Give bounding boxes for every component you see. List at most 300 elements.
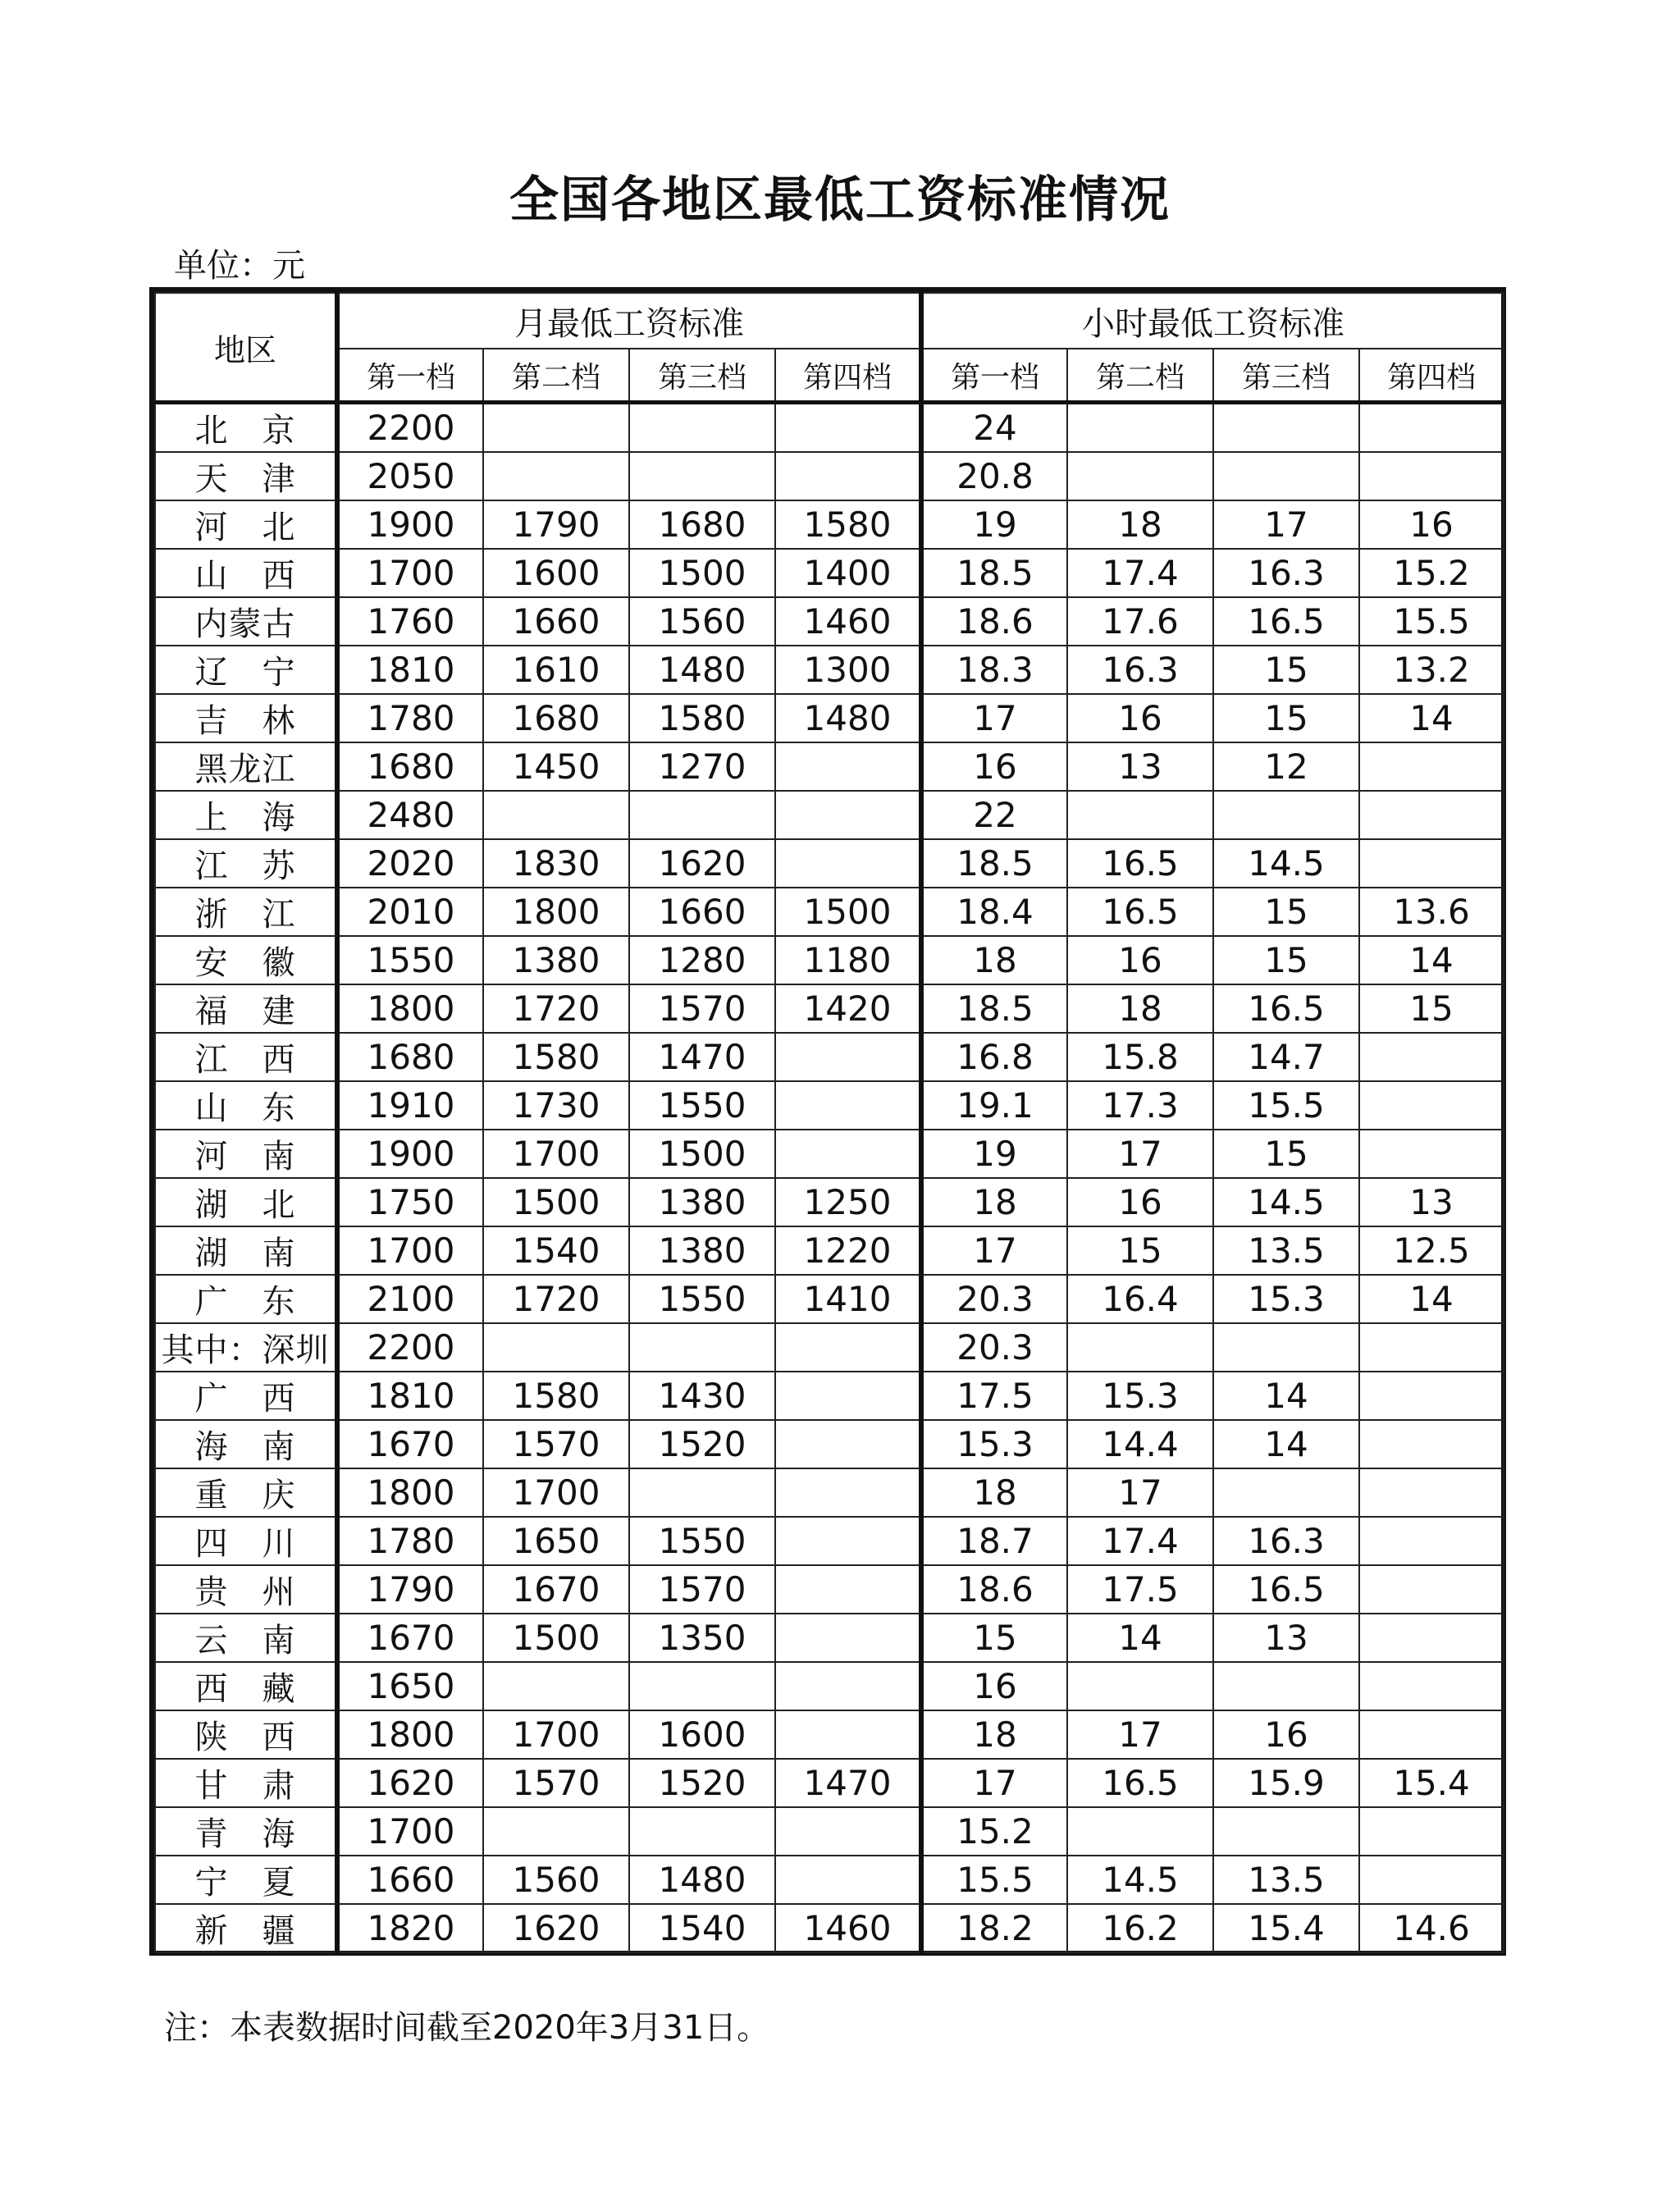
monthly-wage-cell: 1720 [483, 984, 629, 1033]
monthly-wage-cell [775, 1614, 921, 1662]
region-cell: 西 藏 [155, 1662, 337, 1710]
monthly-wage-cell: 1250 [775, 1178, 921, 1226]
monthly-wage-cell: 1670 [483, 1565, 629, 1614]
monthly-wage-cell [775, 1420, 921, 1468]
monthly-wage-cell: 1520 [629, 1759, 775, 1807]
monthly-wage-cell: 1830 [483, 839, 629, 888]
monthly-wage-cell: 1470 [775, 1759, 921, 1807]
table-row [155, 1807, 1504, 1856]
monthly-wage-cell: 1700 [337, 1807, 483, 1856]
monthly-wage-cell: 1550 [629, 1081, 775, 1130]
monthly-wage-cell: 1480 [775, 694, 921, 742]
table-row [155, 1420, 1504, 1468]
table-row [155, 888, 1504, 936]
header-monthly-tier: 第二档 [483, 349, 629, 403]
monthly-wage-cell: 2020 [337, 839, 483, 888]
monthly-wage-cell: 1380 [483, 936, 629, 984]
region-cell: 贵 州 [155, 1565, 337, 1614]
monthly-wage-cell [483, 1323, 629, 1372]
monthly-wage-cell: 1650 [483, 1517, 629, 1565]
hourly-wage-cell: 15.5 [1359, 597, 1504, 646]
monthly-wage-cell: 1460 [775, 597, 921, 646]
region-cell: 天 津 [155, 452, 337, 500]
region-cell: 甘 肃 [155, 1759, 337, 1807]
region-cell: 福 建 [155, 984, 337, 1033]
monthly-wage-cell: 1810 [337, 1372, 483, 1420]
monthly-wage-cell: 1900 [337, 500, 483, 549]
table-row [155, 1226, 1504, 1275]
monthly-wage-cell: 1720 [483, 1275, 629, 1323]
monthly-wage-cell: 1570 [629, 984, 775, 1033]
region-cell: 浙 江 [155, 888, 337, 936]
monthly-wage-cell: 1670 [337, 1420, 483, 1468]
monthly-wage-cell: 1560 [629, 597, 775, 646]
monthly-wage-cell: 1800 [337, 1468, 483, 1517]
hourly-wage-cell: 15.5 [921, 1856, 1067, 1904]
hourly-wage-cell: 18.5 [921, 549, 1067, 597]
monthly-wage-cell: 1610 [483, 646, 629, 694]
hourly-wage-cell: 14 [1359, 1275, 1504, 1323]
hourly-wage-cell [1359, 1033, 1504, 1081]
table-row [155, 1178, 1504, 1226]
hourly-wage-cell: 16.5 [1067, 888, 1213, 936]
monthly-wage-cell: 1380 [629, 1178, 775, 1226]
monthly-wage-cell: 1790 [337, 1565, 483, 1614]
monthly-wage-cell [629, 403, 775, 453]
hourly-wage-cell: 14 [1359, 694, 1504, 742]
monthly-wage-cell: 1580 [629, 694, 775, 742]
monthly-wage-cell: 1500 [775, 888, 921, 936]
hourly-wage-cell: 19.1 [921, 1081, 1067, 1130]
monthly-wage-cell [775, 1033, 921, 1081]
hourly-wage-cell: 17 [1067, 1468, 1213, 1517]
hourly-wage-cell: 18.5 [921, 984, 1067, 1033]
monthly-wage-cell: 1550 [337, 936, 483, 984]
table-body [155, 403, 1504, 1953]
monthly-wage-cell: 1410 [775, 1275, 921, 1323]
hourly-wage-cell: 16 [1213, 1710, 1359, 1759]
hourly-wage-cell: 18.6 [921, 1565, 1067, 1614]
monthly-wage-cell: 1780 [337, 694, 483, 742]
monthly-wage-cell [775, 1468, 921, 1517]
header-monthly-tier: 第三档 [629, 349, 775, 403]
hourly-wage-cell: 13.6 [1359, 888, 1504, 936]
page-title: 全国各地区最低工资标准情况 [509, 171, 1171, 229]
hourly-wage-cell: 18.2 [921, 1904, 1067, 1952]
table-row [155, 549, 1504, 597]
monthly-wage-cell: 1680 [337, 742, 483, 791]
monthly-wage-cell: 1580 [483, 1033, 629, 1081]
hourly-wage-cell: 15.4 [1359, 1759, 1504, 1807]
hourly-wage-cell: 14 [1359, 936, 1504, 984]
table-row [155, 1033, 1504, 1081]
hourly-wage-cell: 18.3 [921, 646, 1067, 694]
monthly-wage-cell [775, 1323, 921, 1372]
monthly-wage-cell: 1700 [337, 1226, 483, 1275]
hourly-wage-cell: 15.5 [1213, 1081, 1359, 1130]
hourly-wage-cell: 12.5 [1359, 1226, 1504, 1275]
hourly-wage-cell: 17 [921, 1759, 1067, 1807]
hourly-wage-cell: 17 [1213, 500, 1359, 549]
hourly-wage-cell: 15 [921, 1614, 1067, 1662]
hourly-wage-cell [1213, 1662, 1359, 1710]
hourly-wage-cell [1067, 1807, 1213, 1856]
hourly-wage-cell [1213, 1807, 1359, 1856]
hourly-wage-cell: 14 [1213, 1420, 1359, 1468]
region-cell: 吉 林 [155, 694, 337, 742]
table-header [155, 293, 1504, 403]
monthly-wage-cell: 1750 [337, 1178, 483, 1226]
monthly-wage-cell [483, 1662, 629, 1710]
hourly-wage-cell [1359, 452, 1504, 500]
monthly-wage-cell: 1700 [337, 549, 483, 597]
monthly-wage-cell: 1620 [629, 839, 775, 888]
hourly-wage-cell: 18 [921, 1710, 1067, 1759]
region-cell: 广 东 [155, 1275, 337, 1323]
hourly-wage-cell: 15.4 [1213, 1904, 1359, 1952]
monthly-wage-cell: 2480 [337, 791, 483, 839]
region-cell: 新 疆 [155, 1904, 337, 1952]
hourly-wage-cell: 16 [1067, 694, 1213, 742]
monthly-wage-cell [775, 742, 921, 791]
region-cell: 重 庆 [155, 1468, 337, 1517]
monthly-wage-cell [775, 1662, 921, 1710]
hourly-wage-cell [1359, 1468, 1504, 1517]
monthly-wage-cell: 1280 [629, 936, 775, 984]
table-row [155, 1759, 1504, 1807]
region-cell: 青 海 [155, 1807, 337, 1856]
hourly-wage-cell: 16.5 [1067, 1759, 1213, 1807]
monthly-wage-cell: 1800 [483, 888, 629, 936]
hourly-wage-cell [1359, 1130, 1504, 1178]
hourly-wage-cell: 17.5 [1067, 1565, 1213, 1614]
monthly-wage-cell [775, 403, 921, 453]
region-cell: 上 海 [155, 791, 337, 839]
monthly-wage-cell [775, 1081, 921, 1130]
hourly-wage-cell: 18.5 [921, 839, 1067, 888]
monthly-wage-cell: 1270 [629, 742, 775, 791]
monthly-wage-cell: 1760 [337, 597, 483, 646]
monthly-wage-cell: 1800 [337, 1710, 483, 1759]
region-cell: 安 徽 [155, 936, 337, 984]
hourly-wage-cell: 20.3 [921, 1323, 1067, 1372]
table-row [155, 742, 1504, 791]
table-row [155, 1372, 1504, 1420]
region-cell: 北 京 [155, 403, 337, 453]
hourly-wage-cell: 15 [1213, 888, 1359, 936]
monthly-wage-cell: 1560 [483, 1856, 629, 1904]
monthly-wage-cell: 2200 [337, 1323, 483, 1372]
region-cell: 云 南 [155, 1614, 337, 1662]
monthly-wage-cell: 1790 [483, 500, 629, 549]
hourly-wage-cell: 19 [921, 500, 1067, 549]
monthly-wage-cell [483, 1807, 629, 1856]
hourly-wage-cell: 17.4 [1067, 549, 1213, 597]
monthly-wage-cell: 1420 [775, 984, 921, 1033]
region-cell: 山 东 [155, 1081, 337, 1130]
wage-table-frame [149, 287, 1506, 1956]
monthly-wage-cell: 2100 [337, 1275, 483, 1323]
hourly-wage-cell: 16 [921, 1662, 1067, 1710]
monthly-wage-cell: 2010 [337, 888, 483, 936]
hourly-wage-cell [1359, 1710, 1504, 1759]
hourly-wage-cell: 13 [1067, 742, 1213, 791]
header-hourly-tier: 第三档 [1213, 349, 1359, 403]
hourly-wage-cell: 17 [921, 1226, 1067, 1275]
monthly-wage-cell: 1810 [337, 646, 483, 694]
table-row [155, 403, 1504, 453]
hourly-wage-cell: 15 [1213, 694, 1359, 742]
hourly-wage-cell: 20.3 [921, 1275, 1067, 1323]
hourly-wage-cell: 15 [1359, 984, 1504, 1033]
hourly-wage-cell: 15.8 [1067, 1033, 1213, 1081]
region-cell: 辽 宁 [155, 646, 337, 694]
hourly-wage-cell [1359, 1614, 1504, 1662]
region-cell: 四 川 [155, 1517, 337, 1565]
monthly-wage-cell [629, 452, 775, 500]
monthly-wage-cell [775, 839, 921, 888]
hourly-wage-cell: 16 [1067, 1178, 1213, 1226]
hourly-wage-cell: 15 [1213, 936, 1359, 984]
header-hourly-tier: 第二档 [1067, 349, 1213, 403]
monthly-wage-cell: 1620 [483, 1904, 629, 1952]
hourly-wage-cell: 14 [1213, 1372, 1359, 1420]
hourly-wage-cell: 24 [921, 403, 1067, 453]
monthly-wage-cell: 1620 [337, 1759, 483, 1807]
monthly-wage-cell: 1820 [337, 1904, 483, 1952]
hourly-wage-cell: 15 [1067, 1226, 1213, 1275]
monthly-wage-cell [775, 1130, 921, 1178]
hourly-wage-cell: 18.4 [921, 888, 1067, 936]
hourly-wage-cell [1213, 1323, 1359, 1372]
table-row [155, 1904, 1504, 1952]
monthly-wage-cell: 1700 [483, 1468, 629, 1517]
hourly-wage-cell: 16 [921, 742, 1067, 791]
hourly-wage-cell [1067, 791, 1213, 839]
monthly-wage-cell: 1600 [629, 1710, 775, 1759]
table-row [155, 1323, 1504, 1372]
hourly-wage-cell: 16.4 [1067, 1275, 1213, 1323]
table-row [155, 1662, 1504, 1710]
monthly-wage-cell: 1540 [629, 1904, 775, 1952]
hourly-wage-cell: 14 [1067, 1614, 1213, 1662]
hourly-wage-cell: 13 [1213, 1614, 1359, 1662]
region-cell: 陕 西 [155, 1710, 337, 1759]
monthly-wage-cell: 1480 [629, 1856, 775, 1904]
monthly-wage-cell: 1540 [483, 1226, 629, 1275]
hourly-wage-cell [1359, 839, 1504, 888]
hourly-wage-cell [1213, 403, 1359, 453]
monthly-wage-cell: 1730 [483, 1081, 629, 1130]
monthly-wage-cell [629, 791, 775, 839]
monthly-wage-cell [629, 1662, 775, 1710]
monthly-wage-cell: 1660 [337, 1856, 483, 1904]
hourly-wage-cell: 17.6 [1067, 597, 1213, 646]
table-row [155, 500, 1504, 549]
hourly-wage-cell: 14.6 [1359, 1904, 1504, 1952]
region-cell: 其中：深圳 [155, 1323, 337, 1372]
monthly-wage-cell: 1470 [629, 1033, 775, 1081]
monthly-wage-cell [775, 1565, 921, 1614]
hourly-wage-cell: 18.7 [921, 1517, 1067, 1565]
monthly-wage-cell [775, 1710, 921, 1759]
hourly-wage-cell: 17.3 [1067, 1081, 1213, 1130]
hourly-wage-cell [1359, 1372, 1504, 1420]
monthly-wage-cell: 1550 [629, 1517, 775, 1565]
hourly-wage-cell: 13.5 [1213, 1226, 1359, 1275]
hourly-wage-cell: 16.5 [1213, 1565, 1359, 1614]
hourly-wage-cell: 17 [1067, 1710, 1213, 1759]
monthly-wage-cell: 1600 [483, 549, 629, 597]
hourly-wage-cell: 16.8 [921, 1033, 1067, 1081]
hourly-wage-cell: 14.5 [1213, 839, 1359, 888]
table-row [155, 1468, 1504, 1517]
region-cell: 河 北 [155, 500, 337, 549]
region-cell: 湖 南 [155, 1226, 337, 1275]
table-row [155, 1275, 1504, 1323]
region-cell: 江 苏 [155, 839, 337, 888]
table-row [155, 646, 1504, 694]
region-cell: 江 西 [155, 1033, 337, 1081]
monthly-wage-cell: 2050 [337, 452, 483, 500]
monthly-wage-cell: 1520 [629, 1420, 775, 1468]
monthly-wage-cell [483, 791, 629, 839]
table-row [155, 791, 1504, 839]
hourly-wage-cell: 17.4 [1067, 1517, 1213, 1565]
hourly-wage-cell [1359, 1565, 1504, 1614]
table-row [155, 1081, 1504, 1130]
header-hourly: 小时最低工资标准 [921, 293, 1504, 349]
monthly-wage-cell: 1570 [629, 1565, 775, 1614]
hourly-wage-cell: 14.7 [1213, 1033, 1359, 1081]
hourly-wage-cell: 16.5 [1213, 597, 1359, 646]
region-cell: 海 南 [155, 1420, 337, 1468]
hourly-wage-cell [1359, 403, 1504, 453]
monthly-wage-cell: 1460 [775, 1904, 921, 1952]
monthly-wage-cell [775, 1856, 921, 1904]
table-row [155, 936, 1504, 984]
monthly-wage-cell [629, 1323, 775, 1372]
monthly-wage-cell: 1430 [629, 1372, 775, 1420]
header-hourly-tier: 第一档 [921, 349, 1067, 403]
hourly-wage-cell [1067, 1323, 1213, 1372]
hourly-wage-cell: 13.2 [1359, 646, 1504, 694]
table-row [155, 984, 1504, 1033]
hourly-wage-cell: 15.3 [921, 1420, 1067, 1468]
monthly-wage-cell: 1700 [483, 1130, 629, 1178]
table-row [155, 1517, 1504, 1565]
hourly-wage-cell [1359, 1856, 1504, 1904]
hourly-wage-cell: 13.5 [1213, 1856, 1359, 1904]
hourly-wage-cell: 18 [921, 936, 1067, 984]
monthly-wage-cell: 1480 [629, 646, 775, 694]
hourly-wage-cell: 17 [1067, 1130, 1213, 1178]
monthly-wage-cell [629, 1468, 775, 1517]
monthly-wage-cell: 1580 [775, 500, 921, 549]
hourly-wage-cell [1359, 1081, 1504, 1130]
hourly-wage-cell [1359, 1662, 1504, 1710]
header-hourly-tier: 第四档 [1359, 349, 1504, 403]
table-row [155, 1856, 1504, 1904]
monthly-wage-cell: 1380 [629, 1226, 775, 1275]
hourly-wage-cell: 16.2 [1067, 1904, 1213, 1952]
header-monthly: 月最低工资标准 [337, 293, 921, 349]
unit-label: 单位：元 [174, 247, 305, 285]
region-cell: 湖 北 [155, 1178, 337, 1226]
monthly-wage-cell [775, 452, 921, 500]
hourly-wage-cell [1359, 791, 1504, 839]
region-cell: 内蒙古 [155, 597, 337, 646]
hourly-wage-cell: 15.9 [1213, 1759, 1359, 1807]
region-cell: 宁 夏 [155, 1856, 337, 1904]
hourly-wage-cell: 15.2 [1359, 549, 1504, 597]
table-row [155, 1130, 1504, 1178]
region-cell: 广 西 [155, 1372, 337, 1420]
monthly-wage-cell: 1680 [483, 694, 629, 742]
hourly-wage-cell: 14.5 [1067, 1856, 1213, 1904]
hourly-wage-cell [1067, 452, 1213, 500]
monthly-wage-cell [775, 1372, 921, 1420]
hourly-wage-cell: 16.3 [1067, 646, 1213, 694]
hourly-wage-cell: 18 [1067, 984, 1213, 1033]
hourly-wage-cell: 18 [1067, 500, 1213, 549]
monthly-wage-cell: 1500 [483, 1178, 629, 1226]
hourly-wage-cell: 16.5 [1213, 984, 1359, 1033]
monthly-wage-cell [483, 452, 629, 500]
hourly-wage-cell: 16 [1359, 500, 1504, 549]
monthly-wage-cell: 1500 [483, 1614, 629, 1662]
hourly-wage-cell [1359, 742, 1504, 791]
hourly-wage-cell: 15.3 [1213, 1275, 1359, 1323]
header-region: 地区 [155, 293, 337, 403]
monthly-wage-cell [629, 1807, 775, 1856]
table-row [155, 597, 1504, 646]
table-row [155, 1614, 1504, 1662]
monthly-wage-cell: 1700 [483, 1710, 629, 1759]
table-row [155, 839, 1504, 888]
region-cell: 山 西 [155, 549, 337, 597]
hourly-wage-cell [1213, 452, 1359, 500]
hourly-wage-cell: 13 [1359, 1178, 1504, 1226]
hourly-wage-cell: 15 [1213, 1130, 1359, 1178]
hourly-wage-cell: 22 [921, 791, 1067, 839]
wage-table [154, 292, 1504, 1953]
hourly-wage-cell: 18 [921, 1178, 1067, 1226]
monthly-wage-cell [483, 403, 629, 453]
hourly-wage-cell [1213, 791, 1359, 839]
monthly-wage-cell: 1220 [775, 1226, 921, 1275]
monthly-wage-cell: 1660 [483, 597, 629, 646]
hourly-wage-cell: 16.3 [1213, 549, 1359, 597]
table-row [155, 452, 1504, 500]
monthly-wage-cell: 1580 [483, 1372, 629, 1420]
header-monthly-tier: 第四档 [775, 349, 921, 403]
monthly-wage-cell [775, 1807, 921, 1856]
footnote: 注：本表数据时间截至2020年3月31日。 [164, 2009, 770, 2047]
monthly-wage-cell: 1350 [629, 1614, 775, 1662]
monthly-wage-cell: 1660 [629, 888, 775, 936]
monthly-wage-cell: 1800 [337, 984, 483, 1033]
hourly-wage-cell: 12 [1213, 742, 1359, 791]
hourly-wage-cell: 15.2 [921, 1807, 1067, 1856]
hourly-wage-cell: 17 [921, 694, 1067, 742]
hourly-wage-cell: 14.5 [1213, 1178, 1359, 1226]
monthly-wage-cell: 1680 [337, 1033, 483, 1081]
hourly-wage-cell: 17.5 [921, 1372, 1067, 1420]
monthly-wage-cell: 1570 [483, 1420, 629, 1468]
monthly-wage-cell: 1910 [337, 1081, 483, 1130]
monthly-wage-cell: 1300 [775, 646, 921, 694]
